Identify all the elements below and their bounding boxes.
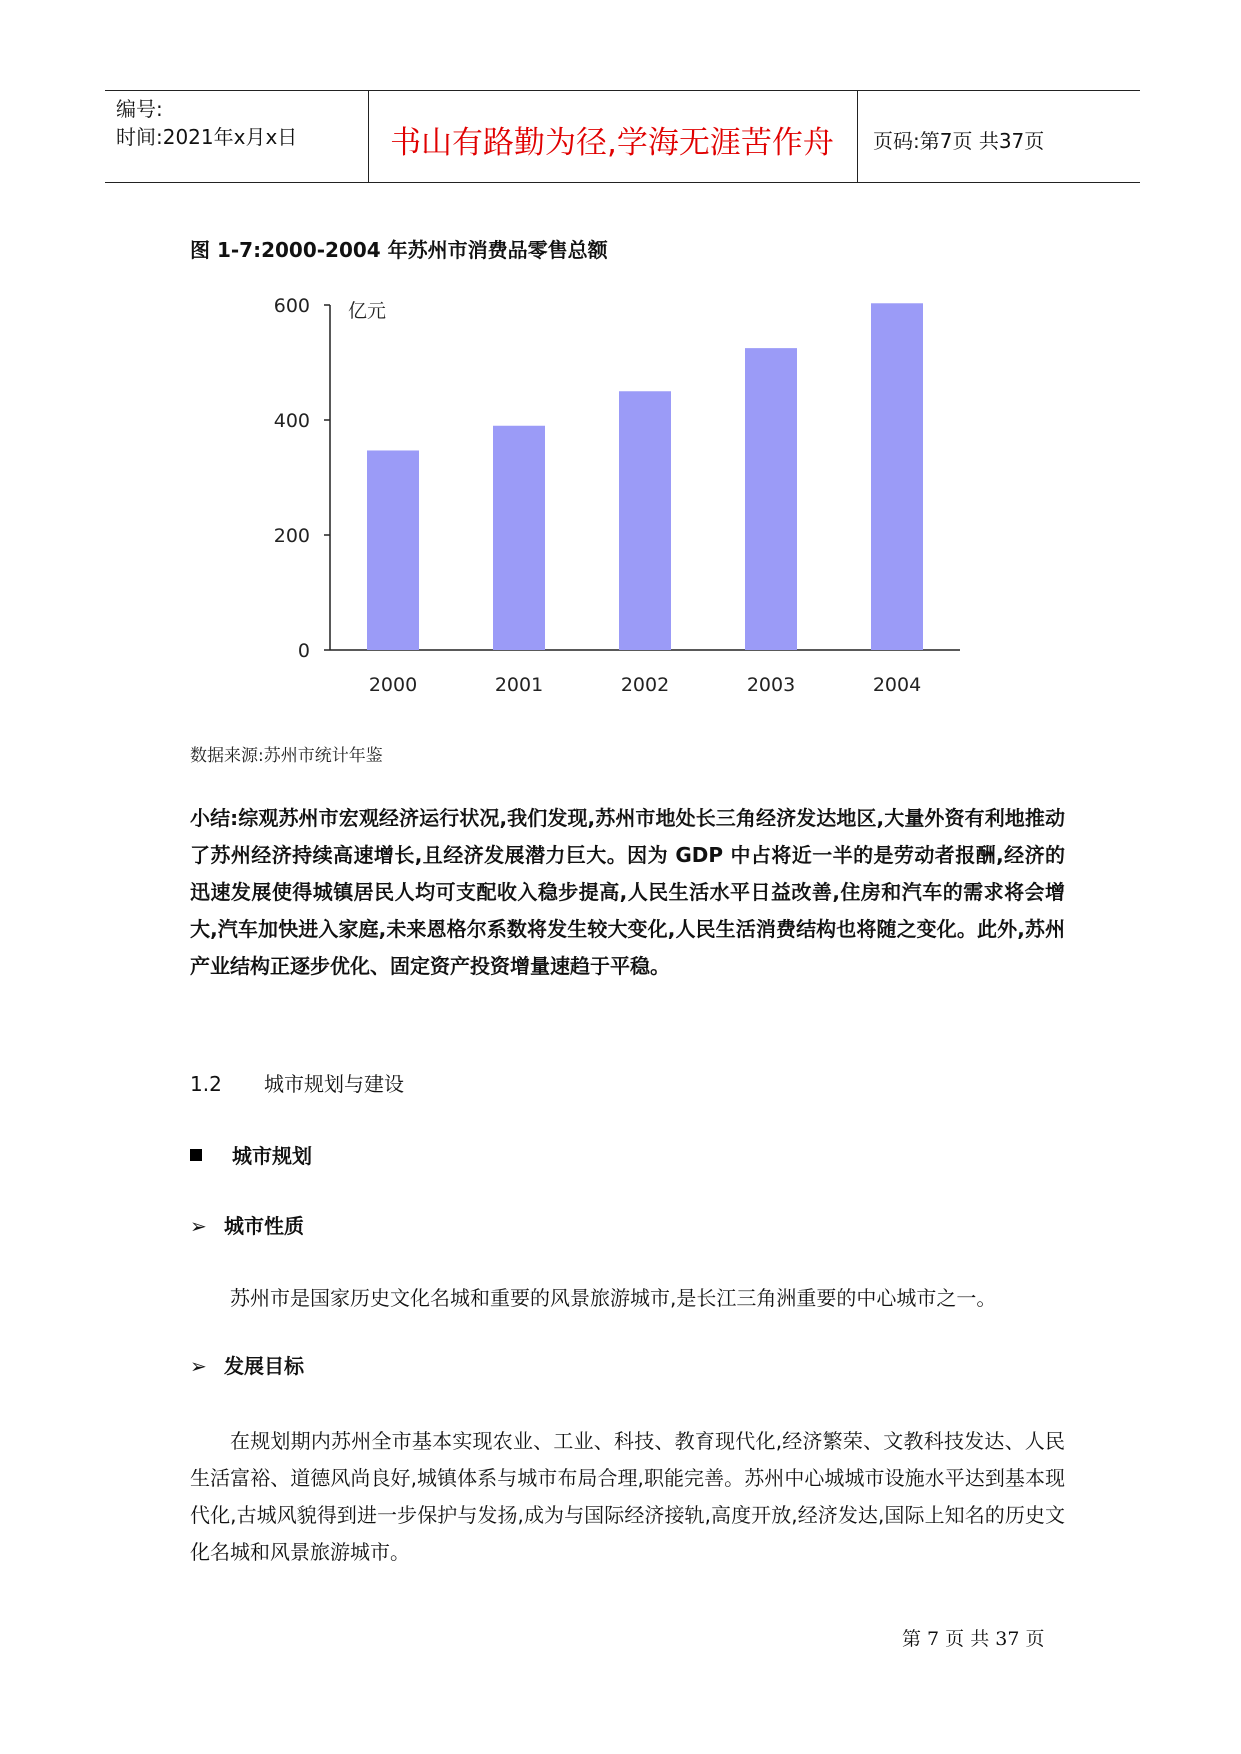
bar-2000 <box>367 450 419 650</box>
y-tick-label: 0 <box>297 640 310 662</box>
item-heading-goal <box>190 1350 304 1379</box>
x-tick-label: 2003 <box>746 674 796 696</box>
section-heading <box>190 1068 404 1097</box>
figure-caption: 图 1-7:2000-2004 年苏州市消费品零售总额 <box>190 238 608 262</box>
doc-time-label: 时间:2021年x月x日 <box>116 125 298 149</box>
doc-number-label: 编号: <box>116 97 163 121</box>
square-bullet-icon <box>190 1149 202 1161</box>
y-tick-label: 200 <box>273 525 310 547</box>
chart-bars <box>367 303 923 650</box>
item-heading-nature <box>190 1210 304 1239</box>
header-page-code: 页码:第7页 共37页 <box>873 129 1045 153</box>
x-tick-label: 2000 <box>368 674 418 696</box>
arrow-bullet-icon: ➢ <box>190 1214 207 1238</box>
header-top-rule <box>105 90 1140 91</box>
x-tick-label: 2002 <box>620 674 670 696</box>
figure-source: 数据来源:苏州市统计年鉴 <box>190 746 383 766</box>
retail-sales-bar-chart <box>250 290 970 720</box>
section-title: 城市规划与建设 <box>264 1072 404 1096</box>
bar-2002 <box>619 391 671 650</box>
x-tick-label: 2001 <box>494 674 544 696</box>
bar-2004 <box>871 303 923 650</box>
arrow-bullet-icon: ➢ <box>190 1354 207 1378</box>
item-title: 发展目标 <box>224 1354 304 1378</box>
page-footer: 第 7 页 共 37 页 <box>902 1628 1045 1650</box>
summary-paragraph: 小结:综观苏州市宏观经济运行状况,我们发现,苏州市地处长三角经济发达地区,大量外资有利地推动了苏州经济持续高速增长,且经济发展潜力巨大。因为 GDP 中占将近一半的是劳动者报酬,经济的迅速发展使得城镇居民人均可支配收入稳步提高,人民生活水平日益改善,住房和汽车的需求将会增大,汽车加快进入家庭,未来恩格尔系数将发生较大变化,人民生活消费结构也将随之变化。此外,苏州产业结构正逐步优化、固定资产投资增量速趋于平稳。 <box>190 806 1065 978</box>
y-axis-unit-label: 亿元 <box>348 300 387 322</box>
header-divider-right <box>857 91 858 182</box>
item-text-goal: 在规划期内苏州全市基本实现农业、工业、科技、教育现代化,经济繁荣、文教科技发达、人民生活富裕、道德风尚良好,城镇体系与城市布局合理,职能完善。苏州中心城城市设施水平达到基本现代化,古城风貌得到进一步保护与发扬,成为与国际经济接轨,高度开放,经济发达,国际上知名的历史文化名城和风景旅游城市。 <box>190 1429 1065 1564</box>
header-divider-left <box>368 91 369 182</box>
section-number: 1.2 <box>190 1072 222 1096</box>
subsection-title: 城市规划 <box>232 1144 312 1168</box>
x-tick-label: 2004 <box>872 674 922 696</box>
subsection-heading <box>190 1140 312 1169</box>
y-tick-label: 600 <box>273 295 310 317</box>
header-motto: 书山有路勤为径,学海无涯苦作舟 <box>390 125 834 161</box>
y-tick-label: 400 <box>273 410 310 432</box>
header-bottom-rule <box>105 182 1140 183</box>
bar-2003 <box>745 348 797 650</box>
item-text-nature: 苏州市是国家历史文化名城和重要的风景旅游城市,是长江三角洲重要的中心城市之一。 <box>230 1286 997 1310</box>
item-title: 城市性质 <box>224 1214 304 1238</box>
bar-2001 <box>493 426 545 650</box>
